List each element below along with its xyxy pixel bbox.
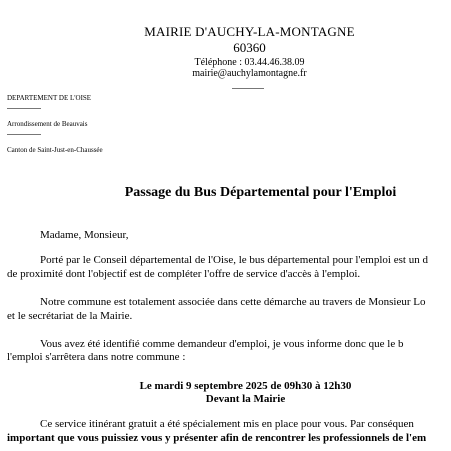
arrondissement-label: Arrondissement de Beauvais: [7, 120, 88, 128]
paragraph-line: et le secrétariat de la Mairie.: [7, 310, 133, 322]
paragraph-line: Notre commune est totalement associée dans cette démarche au travers de Monsieur Lo: [40, 296, 426, 308]
event-date: Le mardi 9 septembre 2025 de 09h30 à 12h30: [139, 380, 352, 392]
sidebar-divider: [7, 134, 41, 135]
event-location: Devant la Mairie: [205, 393, 286, 405]
phone-number: Téléphone : 03.44.46.38.09: [194, 57, 305, 68]
paragraph-line: l'emploi s'arrêtera dans notre commune :: [7, 351, 186, 363]
department-label: DEPARTEMENT DE L'OISE: [7, 94, 92, 102]
salutation: Madame, Monsieur,: [40, 229, 129, 241]
paragraph-line: Porté par le Conseil départemental de l'Oise, le bus départemental pour l'emploi est un d: [40, 254, 428, 266]
paragraph-line: de proximité dont l'objectif est de compléter l'offre de service d'accès à l'emploi.: [7, 268, 361, 280]
header-divider: [232, 88, 264, 89]
postal-code: 60360: [233, 40, 266, 55]
email-address: mairie@auchylamontagne.fr: [192, 68, 307, 79]
letter-title: Passage du Bus Départemental pour l'Emploi: [124, 185, 397, 200]
mairie-title: MAIRIE D'AUCHY-LA-MONTAGNE: [144, 24, 355, 39]
sidebar-divider: [7, 108, 41, 109]
canton-label: Canton de Saint-Just-en-Chaussée: [7, 146, 103, 154]
paragraph-line: Vous avez été identifié comme demandeur d'emploi, je vous informe donc que le b: [40, 338, 404, 350]
paragraph-line: Ce service itinérant gratuit a été spécialement mis en place pour vous. Par conséquen: [40, 418, 414, 430]
paragraph-line-bold: important que vous puissiez vous y présenter afin de rencontrer les professionnels de l'em: [7, 432, 427, 444]
